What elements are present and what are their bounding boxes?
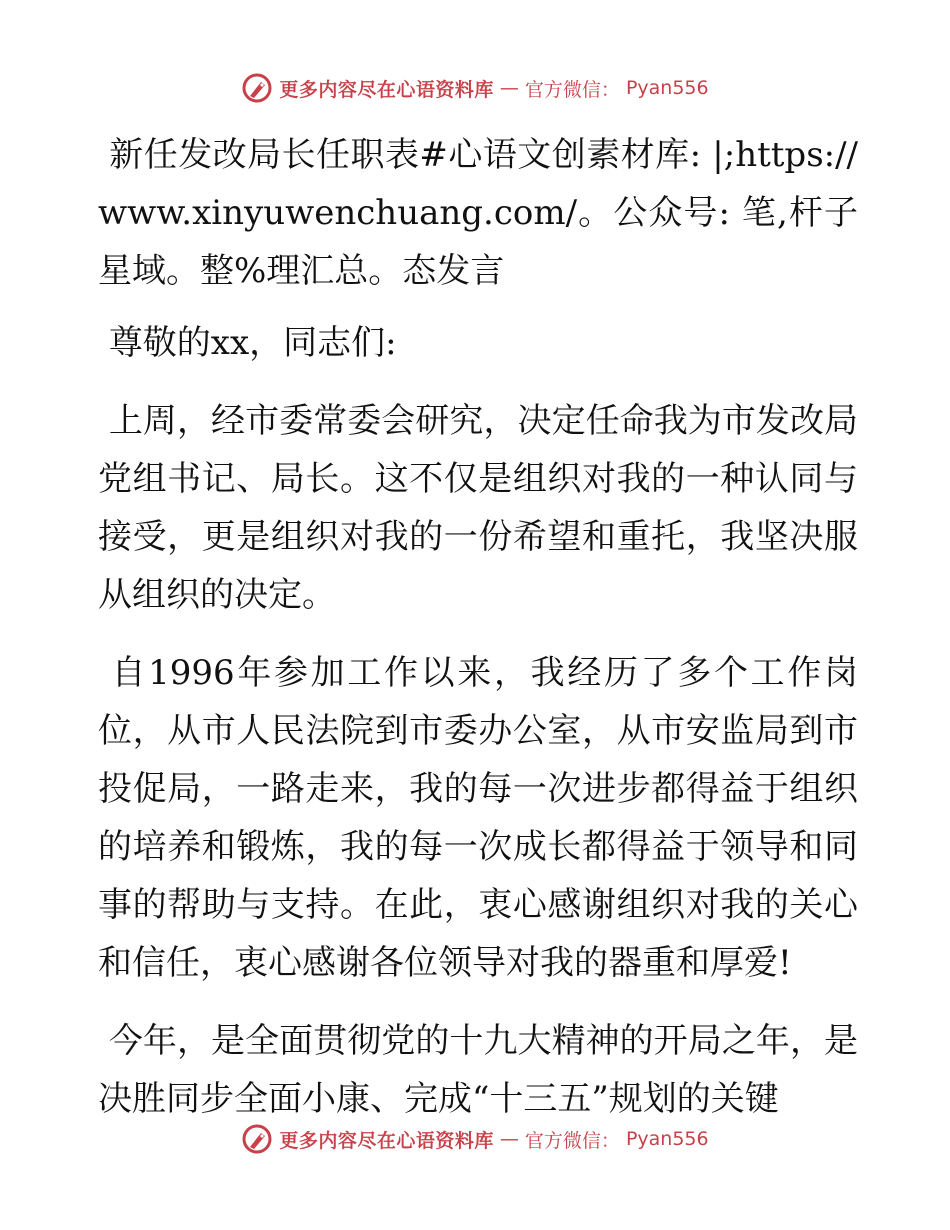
paragraph-1: 上周，经市委常委会研究，决定任命我为市发改局党组书记、局长。这不仅是组织对我的一种认同与接受，更是组织对我的一份希望和重托，我坚决服从组织的决定。 [98, 401, 859, 615]
banner-wechat-id: Pyan556 [625, 77, 709, 99]
banner-wechat-id: Pyan556 [625, 1128, 709, 1150]
footer-watermark-banner [0, 1123, 950, 1155]
banner-official-label: 官方微信： [524, 1129, 620, 1152]
document-body [98, 126, 858, 1148]
pen-nib-logo-icon [241, 72, 273, 104]
document-heading: 新任发改局长任职表#心语文创素材库: |;https://www.xinyuwenchuang.com/。公众号: 笔,杆子星域。整%理汇总。态发言 [98, 135, 859, 291]
banner-official-label: 官方微信： [524, 78, 620, 101]
banner-dash: — [499, 77, 519, 99]
banner-main-text: 更多内容尽在心语资料库 [279, 78, 494, 101]
salutation: 尊敬的xx，同志们: [98, 323, 397, 363]
banner-dash: — [499, 1128, 519, 1150]
paragraph-2: 自1996年参加工作以来，我经历了多个工作岗位，从市人民法院到市委办公室，从市安监局到市投促局，一路走来，我的每一次进步都得益于组织的培养和锻炼，我的每一次成长都得益于领导和同事的帮助与支持。在此，衷心感谢组织对我的关心和信任，衷心感谢各位领导对我的器重和厚爱! [98, 653, 859, 983]
paragraph-3: 今年，是全面贯彻党的十九大精神的开局之年，是决胜同步全面小康、完成“十三五”规划的关键 [98, 1021, 859, 1119]
header-watermark-banner [0, 72, 950, 104]
pen-nib-logo-icon [241, 1123, 273, 1155]
banner-main-text: 更多内容尽在心语资料库 [279, 1129, 494, 1152]
